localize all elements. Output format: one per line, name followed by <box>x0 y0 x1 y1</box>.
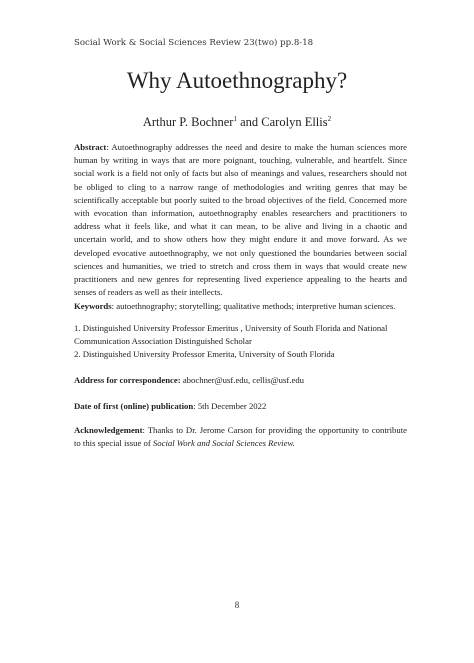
correspondence-text: abochner@usf.edu, cellis@usf.edu <box>182 375 305 385</box>
keywords-label: Keywords <box>74 301 112 311</box>
affiliation-item: 2. Distinguished University Professor Emerita, University of South Florida <box>74 349 335 360</box>
keywords-paragraph: Keywords: autoethnography; storytelling; qualitative methods; interpretive human sciences. <box>74 301 396 311</box>
author-affiliation-mark: 2 <box>327 115 332 123</box>
publication-date-label: Date of first (online) publication <box>74 401 194 411</box>
author-name: Carolyn Ellis <box>261 115 328 130</box>
author-affiliation-mark: 1 <box>233 115 237 123</box>
affiliations <box>74 322 407 362</box>
publication-date-text: 5th December 2022 <box>197 401 267 411</box>
correspondence-label: Address for correspondence: <box>74 375 181 385</box>
correspondence-paragraph <box>74 374 407 387</box>
author-name: Arthur P. Bochner <box>142 115 234 130</box>
acknowledgement-paragraph: Acknowledgement: Thanks to Dr. Jerome Carson for providing the opportunity to contribute to this special issue of Social Work and Social Sciences Review. <box>74 425 408 449</box>
author-line <box>0 115 474 130</box>
publication-date-paragraph: Date of first (online) publication: 5th December 2022 <box>74 401 267 411</box>
acknowledgement-text: Thanks to Dr. Jerome Carson for providing the opportunity to contribute to this special issue of <box>74 425 408 449</box>
abstract-paragraph: Abstract: Autoethnography addresses the need and desire to make the human sciences more human by writing in ways that are more poignant, touching, vulnerable, and heartfelt. Since social work is a field not only of facts but also of meanings and values, researchers should not be obliged to cling to a narrow range of methodologies and writing genres that may be scientifically acceptable but poorly suited to the broad objectives of the field. Concerned more with evocation than information, autoethnography enables researchers and practitioners to address what it feels like, and what it can mean, to be alive and living in a chaotic and uncertain world, and to show others how they might endure it and move forward. As we developed evocative autoethnography, we not only questioned the boundaries between social sciences and humanities, we tried to stretch and cross them in ways that would create new practitioners and new genres for representing lived experience appealing to the hearts and senses of readers as well as their intellects. <box>74 142 407 298</box>
page-number: 8 <box>234 600 240 610</box>
affiliation-item: 1. Distinguished University Professor Emeritus , University of South Florida and National Communication Association Distinguished Scholar <box>74 323 388 347</box>
abstract-text: Autoethnography addresses the need and desire to make the human sciences more human by writing in ways that are more poignant, touching, vulnerable, and heartfelt. Since social work is a field not only of facts but also of meanings and values, researchers should not be obliged to cling to a narrow range of methodologies and writing genres that may be scientifically acceptable but poorly suited to the broad objectives of the field. Concerned more with evocation than information, autoethnography enables researchers and practitioners to address what it feels like, and what it can mean, to be alive and living in a chaotic and uncertain world, and to show others how they might endure it and move forward. As we developed evocative autoethnography, we not only questioned the boundaries between social sciences and humanities, we tried to stretch and cross them in ways that would create new practitioners and new genres for representing lived experience appealing to the hearts and senses of readers as well as their intellects. <box>74 142 407 298</box>
article-title: Why Autoethnography? <box>126 68 348 93</box>
abstract-label: Abstract <box>74 142 107 152</box>
acknowledgement-label: Acknowledgement <box>74 425 143 435</box>
running-head: Social Work & Social Sciences Review 23(two) pp.8-18 <box>74 38 314 48</box>
author-joiner: and <box>236 115 262 130</box>
keywords-text: autoethnography; storytelling; qualitative methods; interpretive human sciences. <box>116 301 396 311</box>
acknowledgement-journal: Social Work and Social Sciences Review. <box>152 438 295 449</box>
